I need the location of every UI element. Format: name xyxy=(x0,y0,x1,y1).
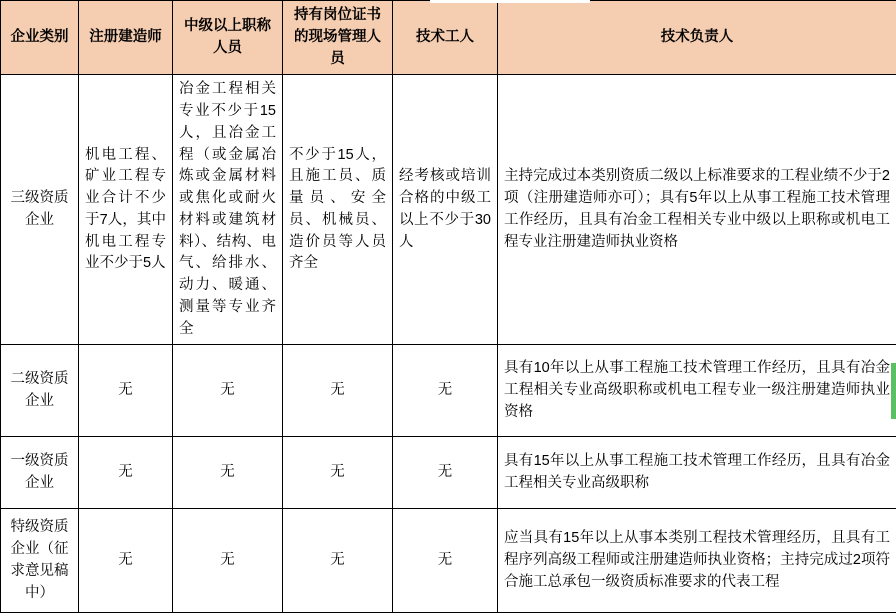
table-row xyxy=(1,509,896,613)
cell-mid-level-staff-level3: 冶金工程相关专业不少于15人，且冶金工程（或金属冶炼或金属材料或焦化或耐火材料或建筑材料）、结构、电气、给排水、动力、暖通、测量等专业齐全 xyxy=(173,75,283,345)
cell-mid-level-staff-special: 无 xyxy=(173,509,283,613)
header-cell-technical-director: 技术负责人 xyxy=(498,1,896,75)
cell-registered-builder-level3: 机电工程、矿业工程专业合计不少于7人，其中机电工程专业不少于5人 xyxy=(79,75,173,345)
cell-mid-level-staff-level2: 无 xyxy=(173,345,283,437)
cell-mid-level-staff-level1: 无 xyxy=(173,437,283,509)
cell-technical-workers-level1: 无 xyxy=(393,437,498,509)
cell-site-managers-special: 无 xyxy=(283,509,393,613)
table-row xyxy=(1,345,896,437)
header-row xyxy=(1,1,896,75)
cell-technical-workers-level3: 经考核或培训合格的中级工以上不少于30人 xyxy=(393,75,498,345)
header-cell-category: 企业类别 xyxy=(1,1,79,75)
cell-registered-builder-level2: 无 xyxy=(79,345,173,437)
cell-technical-director-special: 应当具有15年以上从事本类别工程技术管理经历，且具有工程序列高级工程师或注册建造师执业资格；主持完成过2项符合施工总承包一级资质标准要求的代表工程 xyxy=(498,509,896,613)
top-white-strip xyxy=(430,0,590,3)
cell-technical-director-level3: 主持完成过本类别资质二级以上标准要求的工程业绩不少于2项（注册建造师亦可）；具有5年以上从事工程施工技术管理工作经历，且具有冶金工程相关专业中级以上职称或机电工程专业注册建造师执业资格 xyxy=(498,75,896,345)
cell-technical-workers-level2: 无 xyxy=(393,345,498,437)
row-category-level3: 三级资质企业 xyxy=(1,75,79,345)
header-cell-technical-workers: 技术工人 xyxy=(393,1,498,75)
table-body xyxy=(1,75,896,613)
row-category-special: 特级资质企业（征求意见稿中） xyxy=(1,509,79,613)
cell-technical-director-level1: 具有15年以上从事工程施工技术管理工作经历，且具有冶金工程相关专业高级职称 xyxy=(498,437,896,509)
row-category-level1: 一级资质企业 xyxy=(1,437,79,509)
cell-site-managers-level1: 无 xyxy=(283,437,393,509)
table-header xyxy=(1,1,896,75)
header-cell-mid-level-staff: 中级以上职称人员 xyxy=(173,1,283,75)
cell-site-managers-level3: 不少于15人，且施工员、质量员、安全员、机械员、造价员等人员齐全 xyxy=(283,75,393,345)
green-edge-marker xyxy=(891,363,896,419)
header-cell-site-managers: 持有岗位证书的现场管理人员 xyxy=(283,1,393,75)
row-category-level2: 二级资质企业 xyxy=(1,345,79,437)
table-row xyxy=(1,437,896,509)
header-cell-registered-builder: 注册建造师 xyxy=(79,1,173,75)
cell-registered-builder-special: 无 xyxy=(79,509,173,613)
cell-site-managers-level2: 无 xyxy=(283,345,393,437)
cell-technical-workers-special: 无 xyxy=(393,509,498,613)
cell-technical-director-level2: 具有10年以上从事工程施工技术管理工作经历，且具有冶金工程相关专业高级职称或机电工程专业一级注册建造师执业资格 xyxy=(498,345,896,437)
cell-registered-builder-level1: 无 xyxy=(79,437,173,509)
table-row xyxy=(1,75,896,345)
